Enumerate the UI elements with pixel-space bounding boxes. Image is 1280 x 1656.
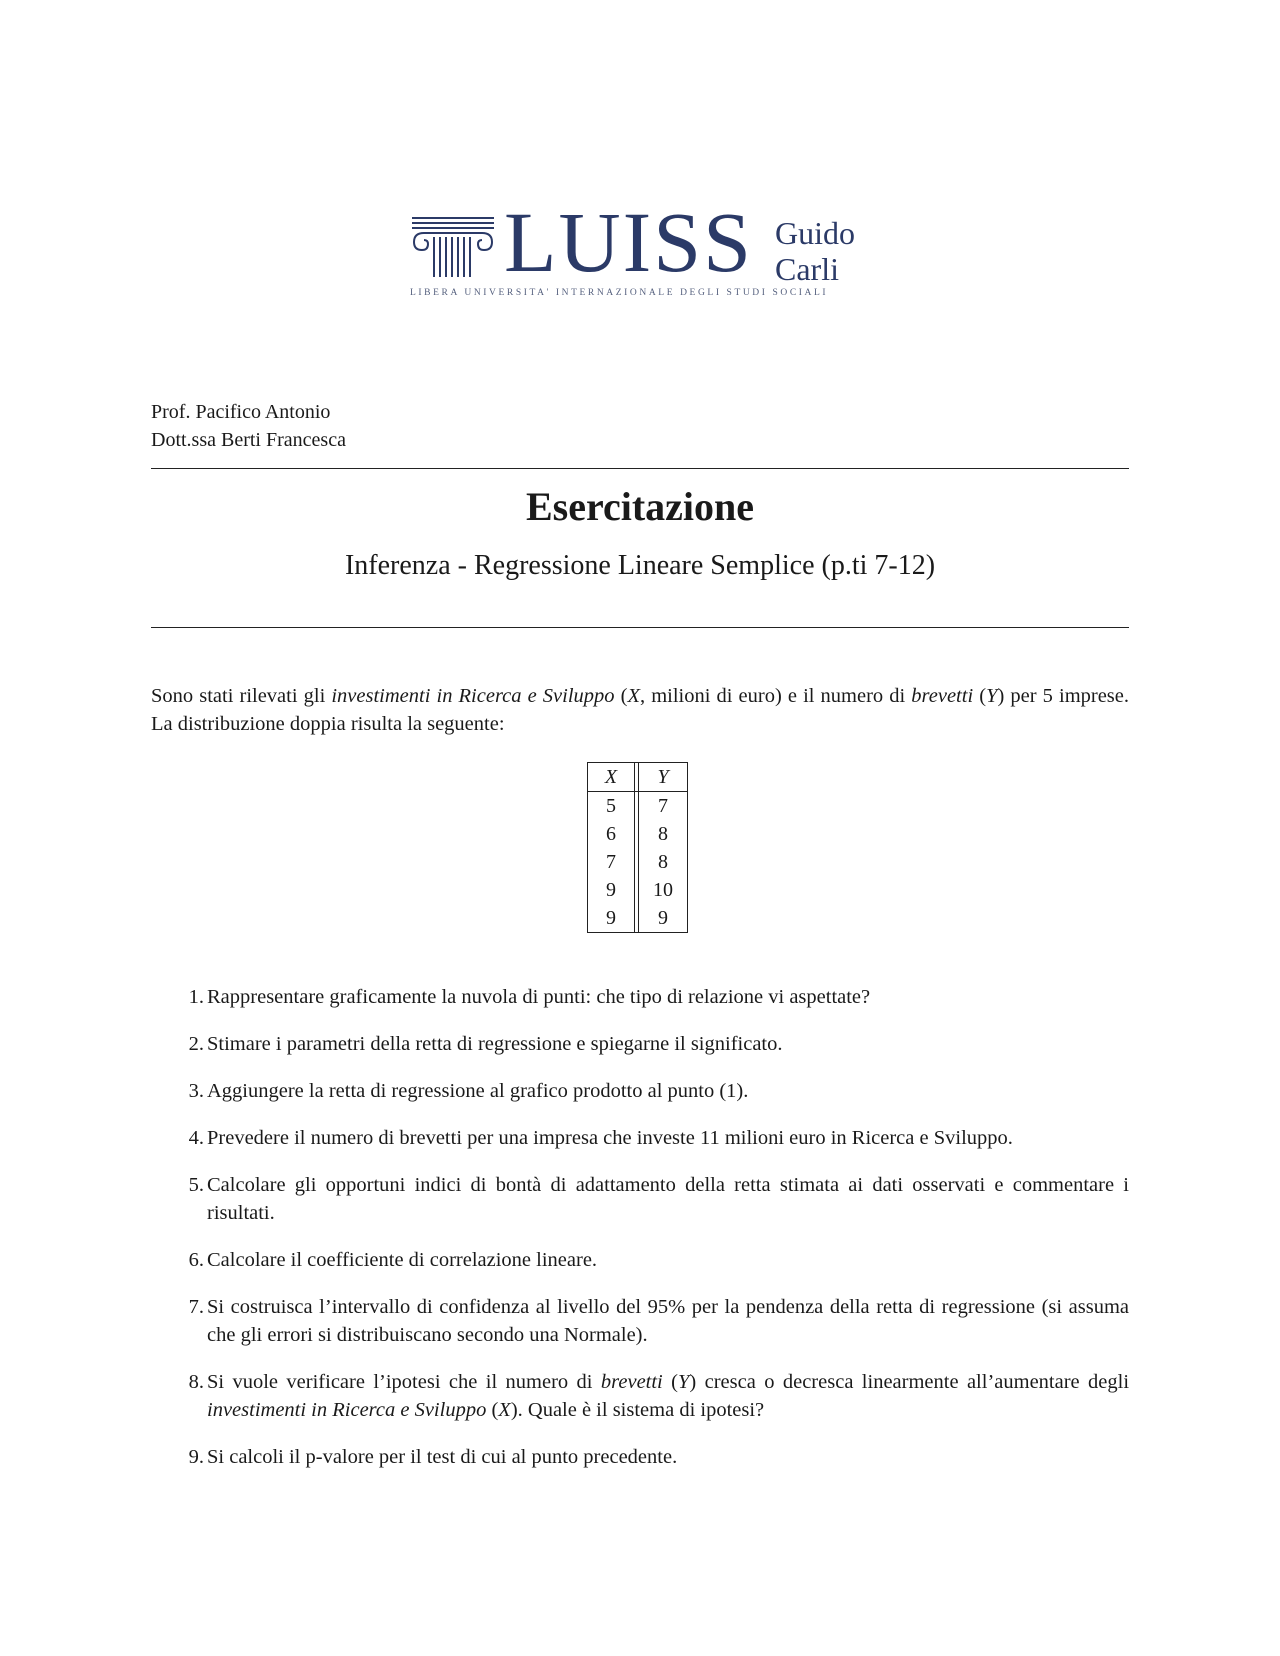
table-cell-y: 9 bbox=[639, 904, 688, 933]
logo-carli: Carli bbox=[775, 251, 839, 287]
question-text: Rappresentare graficamente la nuvola di punti: che tipo di relazione vi aspettate? bbox=[207, 986, 871, 1008]
question-text-part: ( bbox=[662, 1371, 678, 1393]
divider-top bbox=[151, 468, 1129, 469]
question-number: 7. bbox=[188, 1296, 204, 1318]
question-text: Calcolare gli opportuni indici di bontà di adattamento della retta stimata ai dati osservati e commentare i risultati. bbox=[207, 1174, 1129, 1224]
list-item bbox=[151, 1124, 1129, 1152]
question-variable: X bbox=[498, 1399, 511, 1421]
question-emphasis: brevetti bbox=[600, 1371, 663, 1393]
question-text: Si calcoli il p-valore per il test di cui al punto precedente. bbox=[207, 1446, 678, 1468]
question-number: 5. bbox=[188, 1174, 204, 1196]
author-assistant: Dott.ssa Berti Francesca bbox=[151, 429, 346, 451]
question-number: 3. bbox=[188, 1080, 204, 1102]
table-cell-x: 9 bbox=[588, 876, 635, 904]
intro-text: ) per 5 imprese. La distribuzione doppia risulta la seguente: bbox=[151, 685, 1130, 735]
intro-text: ( bbox=[614, 685, 628, 707]
question-text: Si costruisca l’intervallo di confidenza al livello del 95% per la pendenza della retta di regressione (si assuma che gli errori si distribuiscano secondo una Normale). bbox=[207, 1296, 1129, 1346]
logo-subtitle: LIBERA UNIVERSITA' INTERNAZIONALE DEGLI STUDI SOCIALI bbox=[410, 288, 829, 298]
logo-wordmark: LUISS bbox=[504, 194, 753, 290]
table-row bbox=[588, 848, 688, 876]
question-number: 1. bbox=[188, 986, 204, 1008]
question-variable: Y bbox=[678, 1371, 690, 1393]
question-text-part: ( bbox=[486, 1399, 499, 1421]
intro-emphasis: brevetti bbox=[911, 685, 974, 707]
table-cell-y: 7 bbox=[639, 792, 688, 821]
logo-guido: Guido bbox=[775, 215, 855, 251]
intro-text: ( bbox=[973, 685, 987, 707]
luiss-logo bbox=[410, 194, 860, 305]
divider-bottom bbox=[151, 627, 1129, 628]
author-professor: Prof. Pacifico Antonio bbox=[151, 401, 331, 423]
data-table bbox=[587, 762, 688, 933]
page-title: Esercitazione bbox=[525, 484, 755, 529]
question-text-part: ) cresca o decresca linearmente all’aumentare degli bbox=[689, 1371, 1130, 1393]
list-item bbox=[151, 1443, 1129, 1471]
list-item bbox=[151, 1030, 1129, 1058]
table-row bbox=[588, 820, 688, 848]
table-row bbox=[588, 792, 688, 821]
intro-variable: X bbox=[627, 685, 640, 707]
list-item bbox=[151, 1171, 1129, 1227]
table-cell-y: 8 bbox=[639, 820, 688, 848]
question-number: 4. bbox=[188, 1127, 204, 1149]
intro-text: , milioni di euro) e il numero di bbox=[639, 685, 912, 707]
list-item bbox=[151, 1368, 1129, 1424]
authors bbox=[151, 398, 346, 454]
question-text: Stimare i parametri della retta di regressione e spiegarne il significato. bbox=[207, 1033, 783, 1055]
question-text: Prevedere il numero di brevetti per una impresa che investe 11 milioni euro in Ricerca e Sviluppo. bbox=[207, 1127, 1013, 1149]
question-number: 6. bbox=[188, 1249, 204, 1271]
table-row bbox=[588, 876, 688, 904]
question-text: Aggiungere la retta di regressione al grafico prodotto al punto (1). bbox=[207, 1080, 749, 1102]
table-header-row bbox=[588, 763, 688, 792]
question-text-part: Si vuole verificare l’ipotesi che il numero di bbox=[207, 1371, 601, 1393]
question-number: 9. bbox=[188, 1446, 204, 1468]
table-cell-x: 6 bbox=[588, 820, 635, 848]
intro-emphasis: investimenti in Ricerca e Sviluppo bbox=[331, 685, 615, 707]
table-cell-y: 8 bbox=[639, 848, 688, 876]
list-item bbox=[151, 1246, 1129, 1274]
question-number: 2. bbox=[188, 1033, 204, 1055]
question-list bbox=[151, 983, 1129, 1490]
table-header-x: X bbox=[588, 763, 635, 792]
table-cell-x: 5 bbox=[588, 792, 635, 821]
intro-variable: Y bbox=[986, 685, 998, 707]
table-row bbox=[588, 904, 688, 933]
intro-text: Sono stati rilevati gli bbox=[151, 685, 332, 707]
list-item bbox=[151, 983, 1129, 1011]
table-cell-y: 10 bbox=[639, 876, 688, 904]
intro-paragraph bbox=[151, 682, 1129, 738]
question-text-part: ). Quale è il sistema di ipotesi? bbox=[510, 1399, 765, 1421]
column-icon bbox=[410, 215, 496, 281]
question-emphasis: investimenti in Ricerca e Sviluppo bbox=[207, 1399, 487, 1421]
question-number: 8. bbox=[188, 1371, 204, 1393]
table-cell-x: 7 bbox=[588, 848, 635, 876]
list-item bbox=[151, 1077, 1129, 1105]
table-cell-x: 9 bbox=[588, 904, 635, 933]
question-text bbox=[207, 1371, 1129, 1421]
list-item bbox=[151, 1293, 1129, 1349]
page-subtitle: Inferenza - Regressione Lineare Semplice (p.ti 7-12) bbox=[344, 550, 936, 581]
table-header-y: Y bbox=[639, 763, 688, 792]
question-text: Calcolare il coefficiente di correlazione lineare. bbox=[207, 1249, 598, 1271]
